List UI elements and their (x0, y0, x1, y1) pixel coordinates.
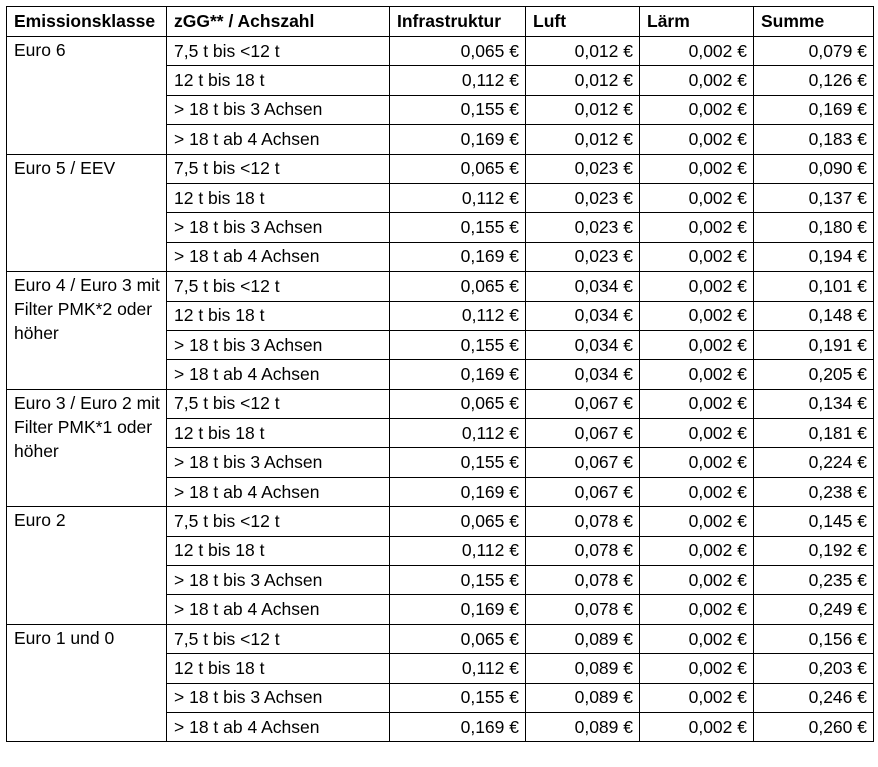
total-cell: 0,260 € (754, 712, 874, 741)
weight-axles-cell: > 18 t bis 3 Achsen (167, 95, 390, 124)
weight-axles-cell: 12 t bis 18 t (167, 536, 390, 565)
air-cell: 0,012 € (526, 95, 640, 124)
total-cell: 0,224 € (754, 448, 874, 477)
noise-cell: 0,002 € (640, 360, 754, 389)
infrastructure-cell: 0,155 € (390, 213, 526, 242)
noise-cell: 0,002 € (640, 183, 754, 212)
infrastructure-cell: 0,155 € (390, 683, 526, 712)
air-cell: 0,023 € (526, 242, 640, 271)
infrastructure-cell: 0,169 € (390, 477, 526, 506)
air-cell: 0,067 € (526, 419, 640, 448)
noise-cell: 0,002 € (640, 419, 754, 448)
noise-cell: 0,002 € (640, 272, 754, 301)
weight-axles-cell: > 18 t ab 4 Achsen (167, 712, 390, 741)
noise-cell: 0,002 € (640, 242, 754, 271)
weight-axles-cell: 7,5 t bis <12 t (167, 624, 390, 653)
infrastructure-cell: 0,112 € (390, 536, 526, 565)
emission-class-cell: Euro 3 / Euro 2 mit Filter PMK*1 oder höher (7, 389, 167, 507)
infrastructure-cell: 0,169 € (390, 360, 526, 389)
air-cell: 0,012 € (526, 37, 640, 66)
air-cell: 0,034 € (526, 330, 640, 359)
infrastructure-cell: 0,155 € (390, 95, 526, 124)
infrastructure-cell: 0,065 € (390, 37, 526, 66)
noise-cell: 0,002 € (640, 624, 754, 653)
weight-axles-cell: > 18 t ab 4 Achsen (167, 242, 390, 271)
air-cell: 0,089 € (526, 624, 640, 653)
noise-cell: 0,002 € (640, 37, 754, 66)
total-cell: 0,148 € (754, 301, 874, 330)
total-cell: 0,137 € (754, 183, 874, 212)
air-cell: 0,067 € (526, 389, 640, 418)
air-cell: 0,012 € (526, 125, 640, 154)
noise-cell: 0,002 € (640, 683, 754, 712)
noise-cell: 0,002 € (640, 566, 754, 595)
header-noise: Lärm (640, 7, 754, 37)
air-cell: 0,089 € (526, 712, 640, 741)
noise-cell: 0,002 € (640, 536, 754, 565)
total-cell: 0,238 € (754, 477, 874, 506)
air-cell: 0,067 € (526, 477, 640, 506)
infrastructure-cell: 0,112 € (390, 301, 526, 330)
weight-axles-cell: > 18 t bis 3 Achsen (167, 330, 390, 359)
total-cell: 0,191 € (754, 330, 874, 359)
emission-class-cell: Euro 5 / EEV (7, 154, 167, 272)
weight-axles-cell: > 18 t ab 4 Achsen (167, 477, 390, 506)
infrastructure-cell: 0,169 € (390, 595, 526, 624)
weight-axles-cell: 12 t bis 18 t (167, 419, 390, 448)
infrastructure-cell: 0,112 € (390, 654, 526, 683)
weight-axles-cell: 12 t bis 18 t (167, 66, 390, 95)
total-cell: 0,246 € (754, 683, 874, 712)
total-cell: 0,203 € (754, 654, 874, 683)
emission-class-cell: Euro 1 und 0 (7, 624, 167, 742)
total-cell: 0,145 € (754, 507, 874, 536)
table-row (7, 624, 874, 653)
table-row (7, 154, 874, 183)
infrastructure-cell: 0,065 € (390, 507, 526, 536)
weight-axles-cell: > 18 t ab 4 Achsen (167, 125, 390, 154)
air-cell: 0,067 € (526, 448, 640, 477)
infrastructure-cell: 0,065 € (390, 389, 526, 418)
emission-class-cell: Euro 2 (7, 507, 167, 625)
weight-axles-cell: > 18 t ab 4 Achsen (167, 595, 390, 624)
header-weight-axles: zGG** / Achszahl (167, 7, 390, 37)
infrastructure-cell: 0,155 € (390, 566, 526, 595)
infrastructure-cell: 0,112 € (390, 419, 526, 448)
header-infrastructure: Infrastruktur (390, 7, 526, 37)
total-cell: 0,249 € (754, 595, 874, 624)
total-cell: 0,194 € (754, 242, 874, 271)
weight-axles-cell: > 18 t bis 3 Achsen (167, 448, 390, 477)
noise-cell: 0,002 € (640, 712, 754, 741)
weight-axles-cell: > 18 t bis 3 Achsen (167, 683, 390, 712)
table-row (7, 389, 874, 418)
header-row (7, 7, 874, 37)
air-cell: 0,089 € (526, 654, 640, 683)
noise-cell: 0,002 € (640, 507, 754, 536)
table-row (7, 272, 874, 301)
noise-cell: 0,002 € (640, 654, 754, 683)
noise-cell: 0,002 € (640, 477, 754, 506)
weight-axles-cell: 12 t bis 18 t (167, 654, 390, 683)
weight-axles-cell: 7,5 t bis <12 t (167, 37, 390, 66)
noise-cell: 0,002 € (640, 595, 754, 624)
weight-axles-cell: > 18 t bis 3 Achsen (167, 213, 390, 242)
total-cell: 0,156 € (754, 624, 874, 653)
total-cell: 0,180 € (754, 213, 874, 242)
emission-class-cell: Euro 6 (7, 37, 167, 155)
air-cell: 0,089 € (526, 683, 640, 712)
noise-cell: 0,002 € (640, 154, 754, 183)
infrastructure-cell: 0,065 € (390, 272, 526, 301)
weight-axles-cell: 12 t bis 18 t (167, 301, 390, 330)
air-cell: 0,012 € (526, 66, 640, 95)
air-cell: 0,078 € (526, 595, 640, 624)
total-cell: 0,079 € (754, 37, 874, 66)
infrastructure-cell: 0,155 € (390, 448, 526, 477)
toll-rate-table (6, 6, 874, 742)
total-cell: 0,126 € (754, 66, 874, 95)
weight-axles-cell: > 18 t bis 3 Achsen (167, 566, 390, 595)
air-cell: 0,034 € (526, 272, 640, 301)
emission-class-cell: Euro 4 / Euro 3 mit Filter PMK*2 oder höher (7, 272, 167, 390)
air-cell: 0,078 € (526, 566, 640, 595)
total-cell: 0,101 € (754, 272, 874, 301)
noise-cell: 0,002 € (640, 389, 754, 418)
total-cell: 0,183 € (754, 125, 874, 154)
table-row (7, 507, 874, 536)
header-air: Luft (526, 7, 640, 37)
air-cell: 0,078 € (526, 536, 640, 565)
air-cell: 0,034 € (526, 301, 640, 330)
total-cell: 0,090 € (754, 154, 874, 183)
air-cell: 0,078 € (526, 507, 640, 536)
air-cell: 0,034 € (526, 360, 640, 389)
header-emission-class: Emissionsklasse (7, 7, 167, 37)
total-cell: 0,205 € (754, 360, 874, 389)
infrastructure-cell: 0,112 € (390, 183, 526, 212)
infrastructure-cell: 0,169 € (390, 712, 526, 741)
noise-cell: 0,002 € (640, 125, 754, 154)
infrastructure-cell: 0,169 € (390, 125, 526, 154)
weight-axles-cell: > 18 t ab 4 Achsen (167, 360, 390, 389)
air-cell: 0,023 € (526, 213, 640, 242)
total-cell: 0,134 € (754, 389, 874, 418)
air-cell: 0,023 € (526, 154, 640, 183)
weight-axles-cell: 7,5 t bis <12 t (167, 272, 390, 301)
noise-cell: 0,002 € (640, 95, 754, 124)
infrastructure-cell: 0,112 € (390, 66, 526, 95)
infrastructure-cell: 0,065 € (390, 624, 526, 653)
noise-cell: 0,002 € (640, 66, 754, 95)
noise-cell: 0,002 € (640, 330, 754, 359)
weight-axles-cell: 7,5 t bis <12 t (167, 389, 390, 418)
noise-cell: 0,002 € (640, 448, 754, 477)
table-body (7, 37, 874, 742)
weight-axles-cell: 7,5 t bis <12 t (167, 154, 390, 183)
table-row (7, 37, 874, 66)
total-cell: 0,169 € (754, 95, 874, 124)
weight-axles-cell: 12 t bis 18 t (167, 183, 390, 212)
header-total: Summe (754, 7, 874, 37)
air-cell: 0,023 € (526, 183, 640, 212)
weight-axles-cell: 7,5 t bis <12 t (167, 507, 390, 536)
noise-cell: 0,002 € (640, 301, 754, 330)
total-cell: 0,181 € (754, 419, 874, 448)
infrastructure-cell: 0,169 € (390, 242, 526, 271)
infrastructure-cell: 0,155 € (390, 330, 526, 359)
total-cell: 0,235 € (754, 566, 874, 595)
infrastructure-cell: 0,065 € (390, 154, 526, 183)
noise-cell: 0,002 € (640, 213, 754, 242)
total-cell: 0,192 € (754, 536, 874, 565)
